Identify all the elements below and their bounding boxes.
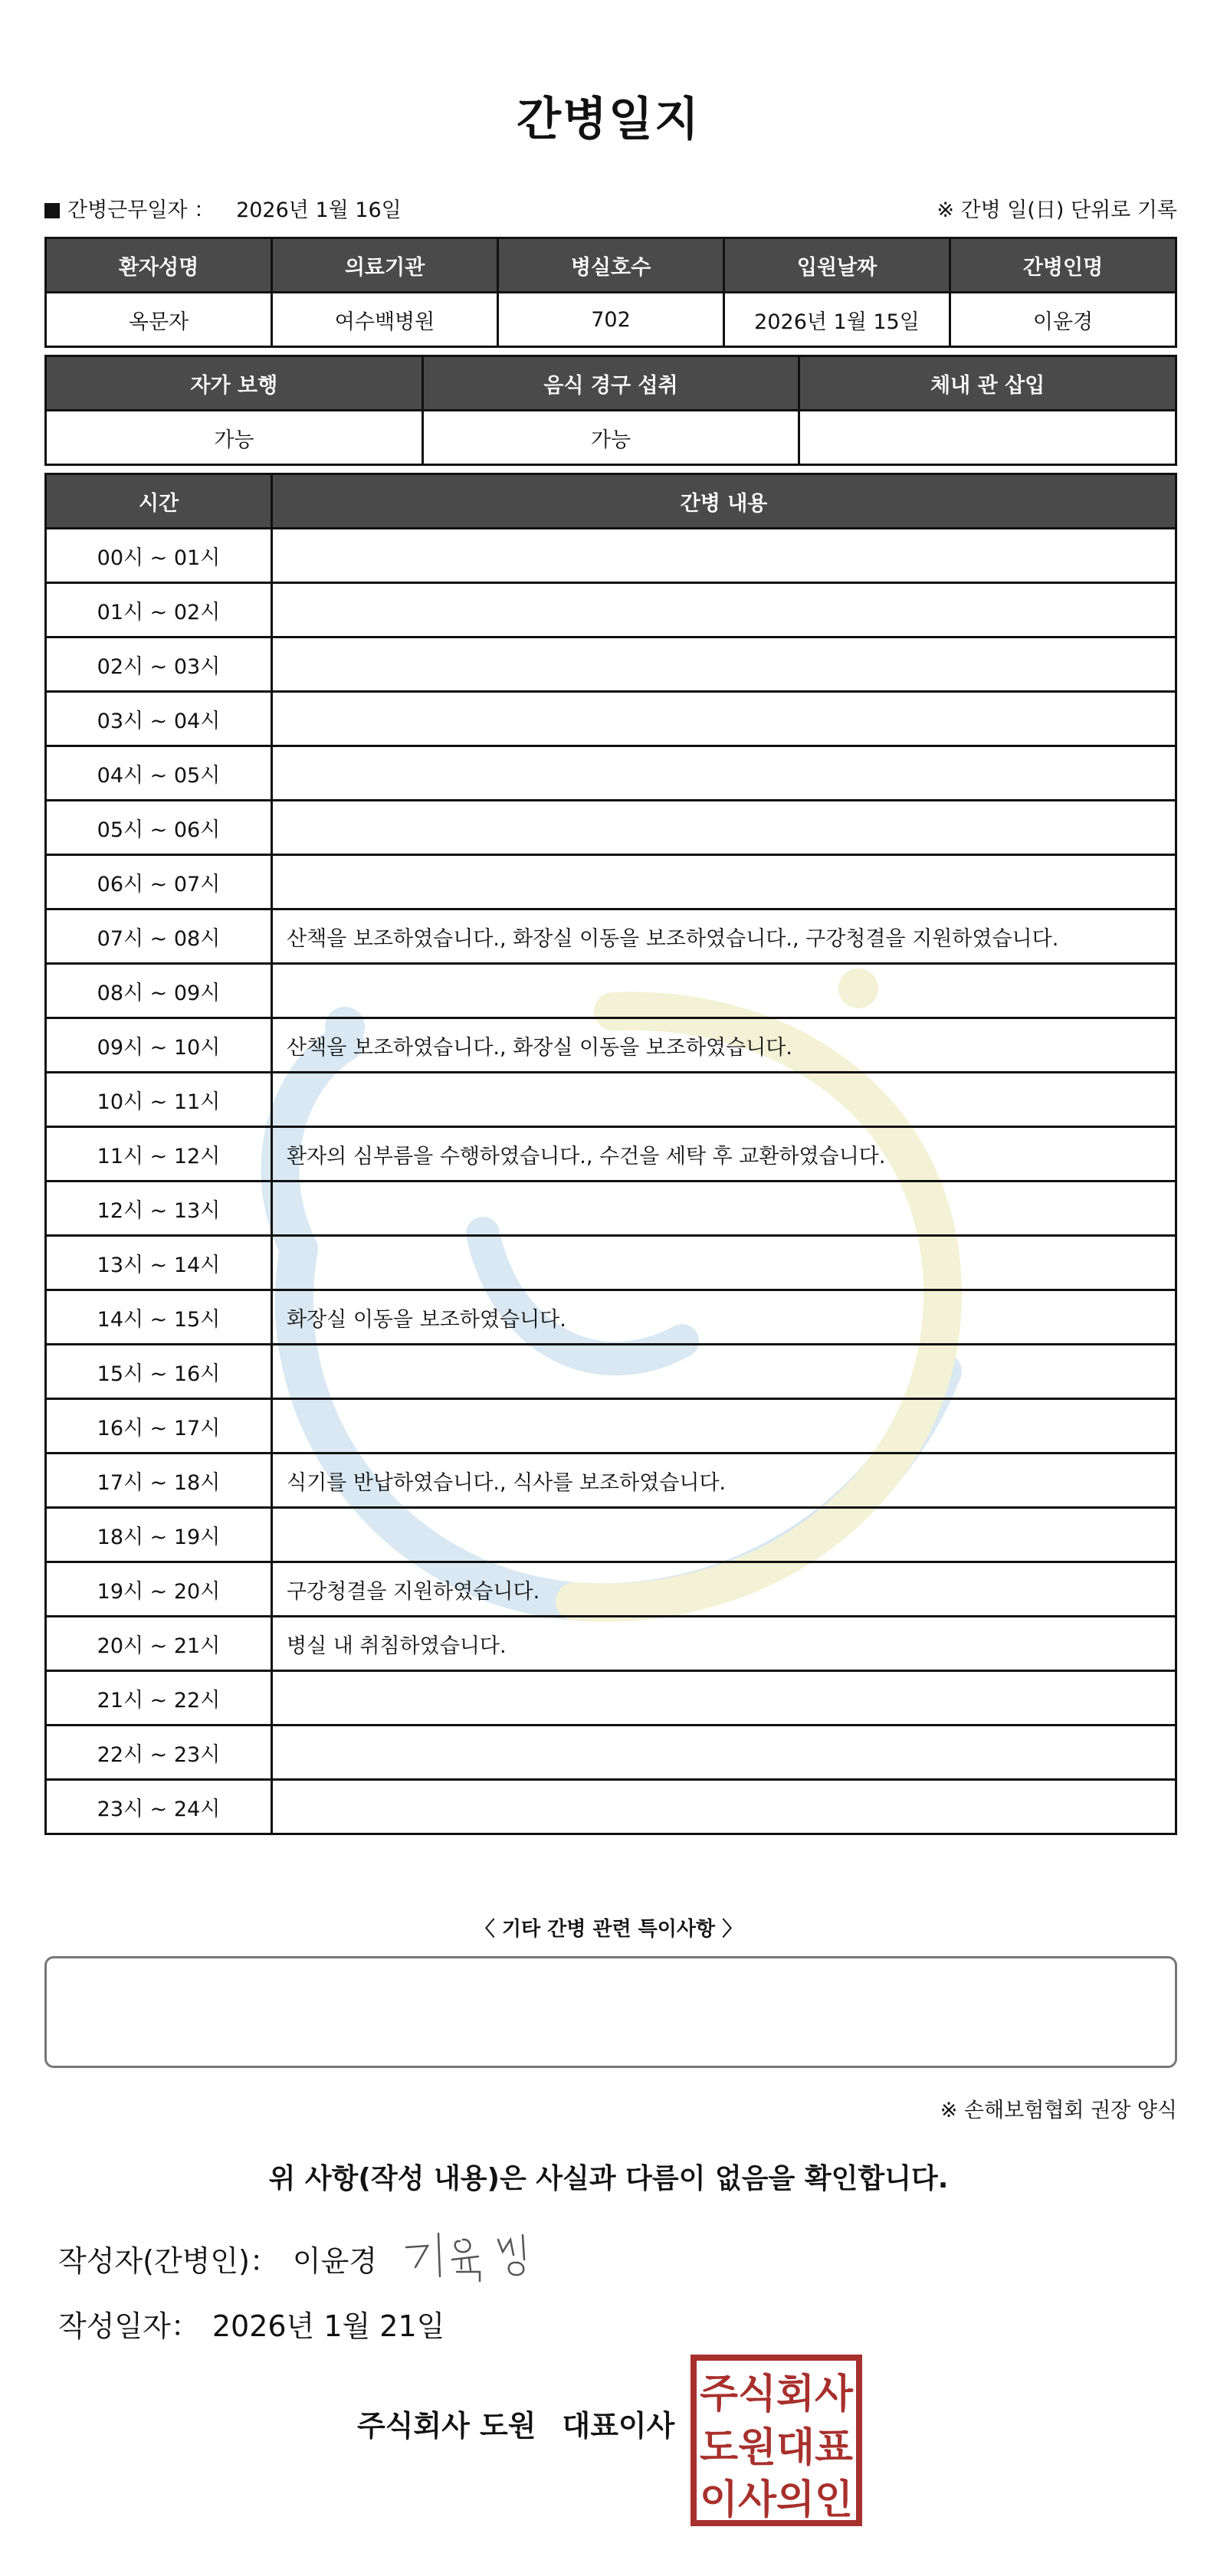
- patient-status-table: [44, 355, 1177, 466]
- status-header-row: [46, 356, 1176, 411]
- written-date-line: [58, 2302, 444, 2345]
- log-row: [46, 1454, 1176, 1508]
- log-content: [272, 1345, 1176, 1399]
- log-content: 화장실 이동을 보조하였습니다.: [272, 1290, 1176, 1345]
- hospital-name: 여수백병원: [272, 293, 498, 347]
- tube-insertion-value: [799, 411, 1176, 465]
- log-content: 식기를 반납하였습니다., 식사를 보조하였습니다.: [272, 1454, 1176, 1508]
- log-time: 11시 ~ 12시: [46, 1127, 272, 1181]
- caregiver-name: 이윤경: [950, 293, 1176, 347]
- log-row: [46, 1345, 1176, 1399]
- daily-record-note: ※ 간병 일(日) 단위로 기록: [937, 198, 1177, 222]
- header-patient-name: 환자성명: [46, 238, 272, 293]
- header-time: 시간: [46, 474, 272, 529]
- company-name: 주식회사 도원: [357, 2409, 536, 2443]
- log-row: [46, 1181, 1176, 1236]
- log-time: 13시 ~ 14시: [46, 1236, 272, 1290]
- log-time: 19시 ~ 20시: [46, 1562, 272, 1617]
- log-time: 15시 ~ 16시: [46, 1345, 272, 1399]
- log-content: [272, 583, 1176, 637]
- log-content: [272, 1073, 1176, 1127]
- writer-line: [58, 2237, 377, 2279]
- log-row: [46, 855, 1176, 909]
- admission-date: 2026년 1월 15일: [724, 293, 950, 347]
- log-time: 02시 ~ 03시: [46, 637, 272, 692]
- log-content: [272, 1236, 1176, 1290]
- status-value-row: [46, 411, 1176, 465]
- patient-name: 옥문자: [46, 293, 272, 347]
- log-row: [46, 637, 1176, 692]
- log-content: [272, 1399, 1176, 1454]
- log-time: 18시 ~ 19시: [46, 1508, 272, 1562]
- header-caregiver-name: 간병인명: [950, 238, 1176, 293]
- representative-title: 대표이사: [562, 2409, 675, 2443]
- writer-name: 이윤경: [292, 2244, 378, 2278]
- written-date-value: 2026년 1월 21일: [212, 2309, 445, 2343]
- log-content: [272, 529, 1176, 583]
- room-number: 702: [498, 293, 724, 347]
- patient-value-row: [46, 293, 1176, 347]
- log-time: 22시 ~ 23시: [46, 1726, 272, 1780]
- square-bullet-icon: [44, 203, 60, 218]
- log-content: [272, 746, 1176, 801]
- patient-info-table: [44, 237, 1177, 348]
- log-time: 16시 ~ 17시: [46, 1399, 272, 1454]
- written-date-label: 작성일자：: [58, 2309, 200, 2343]
- remarks-title: 〈 기타 간병 관련 특이사항 〉: [474, 1918, 743, 1941]
- log-content: [272, 801, 1176, 855]
- log-time: 17시 ~ 18시: [46, 1454, 272, 1508]
- log-content: [272, 855, 1176, 909]
- log-row: [46, 1236, 1176, 1290]
- log-row: [46, 1726, 1176, 1780]
- log-time: 01시 ~ 02시: [46, 583, 272, 637]
- log-body: [46, 529, 1176, 1834]
- document-title: 간병일지: [517, 93, 700, 146]
- log-content: [272, 1726, 1176, 1780]
- log-row: [46, 529, 1176, 583]
- log-content: [272, 1780, 1176, 1834]
- log-row: [46, 1073, 1176, 1127]
- work-date-value: 2026년 1월 16일: [236, 198, 402, 222]
- log-content: [272, 1671, 1176, 1726]
- log-content: 병실 내 취침하였습니다.: [272, 1617, 1176, 1671]
- log-time: 10시 ~ 11시: [46, 1073, 272, 1127]
- header-self-walking: 자가 보행: [46, 356, 423, 411]
- log-row: [46, 1508, 1176, 1562]
- log-row: [46, 964, 1176, 1018]
- log-content: [272, 964, 1176, 1018]
- log-time: 00시 ~ 01시: [46, 529, 272, 583]
- log-time: 09시 ~ 10시: [46, 1018, 272, 1073]
- confirmation-statement: 위 사항(작성 내용)은 사실과 다름이 없음을 확인합니다.: [268, 2163, 949, 2194]
- log-content: 환자의 심부름을 수행하였습니다., 수건을 세탁 후 교환하였습니다.: [272, 1127, 1176, 1181]
- log-row: [46, 1617, 1176, 1671]
- log-time: 04시 ~ 05시: [46, 746, 272, 801]
- seal-line-3: 이사의인: [700, 2477, 853, 2523]
- header-oral-intake: 음식 경구 섭취: [422, 356, 799, 411]
- log-content: [272, 1508, 1176, 1562]
- log-row: [46, 801, 1176, 855]
- log-row: [46, 746, 1176, 801]
- log-row: [46, 1018, 1176, 1073]
- oral-intake-value: 가능: [422, 411, 799, 465]
- header-care-content: 간병 내용: [272, 474, 1176, 529]
- log-row: [46, 1399, 1176, 1454]
- care-log-table: [44, 473, 1177, 1835]
- remarks-box: [44, 1956, 1177, 2068]
- seal-line-2: 도원대표: [700, 2425, 853, 2471]
- seal-line-1: 주식회사: [700, 2371, 854, 2417]
- log-time: 08시 ~ 09시: [46, 964, 272, 1018]
- log-time: 06시 ~ 07시: [46, 855, 272, 909]
- header-admission-date: 입원날짜: [724, 238, 950, 293]
- log-row: [46, 1780, 1176, 1834]
- form-source-note: ※ 손해보험협회 권장 양식: [940, 2099, 1177, 2122]
- log-content: 구강청결을 지원하였습니다.: [272, 1562, 1176, 1617]
- log-time: 23시 ~ 24시: [46, 1780, 272, 1834]
- log-time: 07시 ~ 08시: [46, 909, 272, 964]
- log-content: 산책을 보조하였습니다., 화장실 이동을 보조하였습니다.: [272, 1018, 1176, 1073]
- log-row: [46, 583, 1176, 637]
- company-seal: [690, 2354, 863, 2527]
- log-row: [46, 692, 1176, 746]
- log-header-row: [46, 474, 1176, 529]
- work-date-label: 간병근무일자 ：: [67, 198, 215, 222]
- log-row: [46, 909, 1176, 964]
- header-room: 병실호수: [498, 238, 724, 293]
- log-row: [46, 1671, 1176, 1726]
- log-content: [272, 637, 1176, 692]
- log-time: 21시 ~ 22시: [46, 1671, 272, 1726]
- writer-label: 작성자(간병인)：: [58, 2244, 279, 2278]
- handwritten-signature: [399, 2217, 552, 2286]
- company-line: [357, 2402, 674, 2444]
- work-date-line: [44, 193, 402, 223]
- log-time: 14시 ~ 15시: [46, 1290, 272, 1345]
- log-time: 12시 ~ 13시: [46, 1181, 272, 1236]
- log-content: [272, 1181, 1176, 1236]
- log-time: 03시 ~ 04시: [46, 692, 272, 746]
- log-content: 산책을 보조하였습니다., 화장실 이동을 보조하였습니다., 구강청결을 지원하였습니다.: [272, 909, 1176, 964]
- log-row: [46, 1290, 1176, 1345]
- patient-header-row: [46, 238, 1176, 293]
- header-tube-insertion: 체내 관 삽입: [799, 356, 1176, 411]
- log-row: [46, 1127, 1176, 1181]
- self-walking-value: 가능: [46, 411, 423, 465]
- log-row: [46, 1562, 1176, 1617]
- log-time: 05시 ~ 06시: [46, 801, 272, 855]
- log-content: [272, 692, 1176, 746]
- header-hospital: 의료기관: [272, 238, 498, 293]
- log-time: 20시 ~ 21시: [46, 1617, 272, 1671]
